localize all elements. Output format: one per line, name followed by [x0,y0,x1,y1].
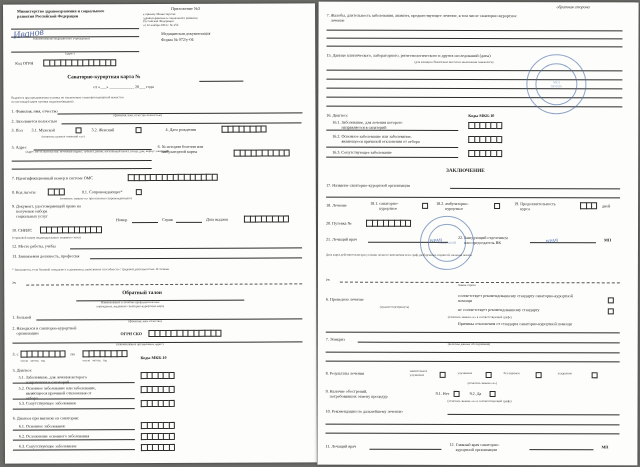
oms-cells[interactable] [128,174,218,181]
field-16-3-label: 16.3. Сопутствующее заболевание [332,149,392,155]
sex-male-checkbox[interactable] [76,127,82,133]
result-improved-checkbox[interactable] [486,372,492,378]
result-nochange-label: без перемен [503,371,520,376]
field-7-label: 7. Идентификационный номер в системе ОМС [11,175,94,181]
back-field-11-label: 11. Лечащий врач [325,443,357,449]
round-stamp-2: САНАТОРИЙ [420,216,474,270]
result-nochange-checkbox[interactable] [536,372,542,378]
back-field-6-nostd-label: не соответствует рекомендованному стандарту [457,306,540,313]
field-18-2-label: 18.2. амбулаторно- курортное [436,200,469,211]
back-field-9-sub: (отметить знаком «х» в соответствующей графе) [447,398,512,404]
org-subtitle: (наименование медицинского учреждения) [33,36,90,41]
page-title: Санаторно-курортная карта № [67,74,141,81]
validity-note: Дата карта действительна при условии личного заполнения всех граф, разборчивых подписей, наличия печати [325,252,472,257]
field-5-label: 5. Адрес [11,144,27,150]
field-6-label: 6. № истории болезни или амбулаторной карты [157,143,204,154]
cut-line-note: Линия отреза [457,282,476,287]
field-8-sub: (отметить знаком «х» при наличии сопровождающего) [59,196,132,201]
back-field-8-label: 8. Результаты лечения [325,370,364,376]
back-field-6-label: 6. Проведено лечение [325,296,364,302]
field-5-sub: (адрес места жительства: почтовый индекс, субъект, район, населённый пункт, улица, дом, корпус, квартира) [25,148,170,154]
field-16-2-label: 16.2. Основное заболевание или заболевание, являющееся причиной отклонения от отбора [332,133,420,144]
accompanying-checkbox[interactable] [136,189,142,195]
form-number: Форма № 072/у-04 [161,36,194,42]
field-18-1-label: 18.1. санаторно- курортное [370,200,399,211]
field-8-label: 8. Код льготы [11,189,36,195]
standard-match-checkbox[interactable] [608,297,614,303]
back-field-12-label: 12. Главный врач санаторно- курортной организации [449,441,500,452]
field-19-label: 19. Продолжительность курса [514,201,556,211]
field-15-label: 15. Данные клинического, лабораторного, рентгенологического и других исследований (даты) [326,52,491,59]
field-3-label: 3. Пол [11,127,23,133]
field-22-label: 22. Заведующий отделением или председатель ВК [457,234,508,245]
stub-field-2-sub: (наименование организации, адрес) [116,341,164,347]
field-3-1-label: 3.1. Мужской [31,127,55,133]
field-19-unit: дней [602,203,611,209]
stay-to-cells[interactable] [83,350,128,357]
appendix-subtitle: к приказу Министерства здравоохранения и социального развития Российской Федерации от 22 ноября 2004 г. № 256 [143,11,198,27]
stub-field-5-1-label: 5.1. Заболевание, для лечения которого направлялся в санаторий [18,374,87,385]
stub-field-6-2-label: 6.2. Осложнение основного заболевания [18,433,90,439]
org-header: Министерство здравоохранения и социального развития Российской Федерации [17,8,105,19]
mkb-label-right: Коды МКБ-10 [468,112,495,119]
field-9-label: 9. Документ, удостоверяющий право на получение набора социальных услуг [11,203,81,219]
stay-from-cells[interactable] [21,350,66,357]
mp-label-back: МП [601,444,609,450]
field-1-sub: (фамилия, имя, отчество полностью) [113,112,163,118]
back-field-6-sub2: (отметить знаком «х» в соответствующей графе) [447,314,512,320]
result-worse-checkbox[interactable] [592,372,598,378]
back-field-7-sub: (включая данные обследования) [447,341,491,347]
stamp-text-2: ВРАЧ [545,237,559,244]
stub-out-mkb-cells-3[interactable] [141,444,175,451]
scissors-icon: ✂ [12,281,17,287]
stub-field-3-label: 3. с [12,351,19,357]
standard-mismatch-checkbox[interactable] [608,308,614,314]
voucher-number-cells[interactable] [366,220,411,227]
back-field-6-std-label: соответствует рекомендованному стандарту санаторно-курортной помощи [457,292,573,303]
field-16-1-label: 16.1. Заболевание, для лечения которого направляется в санаторий [332,119,403,130]
stub-mkb-cells-2[interactable] [141,386,175,393]
appendix-number: Приложение №3 [171,5,200,11]
ogrn-label: Код ОГРН [15,60,34,66]
sanatorium-treatment-checkbox[interactable] [422,203,428,209]
course-duration-cells[interactable] [580,202,597,209]
notice-text: Выдается при предъявлении путевки по заключению санаторно-курортной комиссии по настоящей карте путевка подлежит(выдана) [11,95,124,104]
mp-label-right: МП [603,237,612,243]
stub-field-1-sub: (фамилия, имя, отчество) [128,318,162,324]
signature-scrawl: Иванов [12,26,45,42]
ogrn-sko-label: ОГРН СКО [120,331,142,337]
field-17-label: 17. Название санаторно-курортной организации [326,182,410,188]
case-history-cells[interactable] [234,149,290,156]
result-worse-label: ухудшение [557,371,572,376]
reverse-side-label: обратная сторона [556,4,590,10]
stub-field-6-label: 6. Диагноз при выписке из санатория: [12,415,79,421]
stub-mkb-cells-1[interactable] [141,372,175,379]
field-18-label: 18. Лечение [326,202,347,208]
mkb-cells-3[interactable] [468,150,502,157]
stub-field-2-label: 2. Находился в санаторно-курортной организации [12,325,77,336]
field-8-1-label: 8.1. Сопровождающее* [81,189,123,195]
exacerbation-no-label: 9.1. Нет [435,390,450,396]
exacerbation-yes-label: 9.2. Да [469,390,482,397]
field-10-sub: (страховой номер индивидуального лицевого счёта) [12,235,81,240]
field-7-jalobi-label: 7. Жалобы, длительность заболевания, анамнез, предшествующее лечение, в том числе санаторно-курортное лечение [326,12,517,23]
conclusion-title: ЗАКЛЮЧЕНИЕ [446,167,485,175]
field-16-label: 16. Диагноз: [326,112,348,118]
stub-subtitle: Наименование и лечебно-профилактическое учреждение, выдавшее санаторно-курортную карту [96,300,165,308]
field-13-label: 13. Занимаемая должность, профессия [12,253,80,259]
result-improved-label: улучшение [457,370,473,375]
field-3-sub: (отметить нужное отметкой «х») [41,134,85,139]
right-page [317,2,638,466]
result-significant-label: значительное улучшение [409,368,428,377]
stub-field-6-1-label: 6.1. Основное заболевание [18,423,66,429]
field-10-label: 10. СНИЛС [11,227,33,233]
back-field-6-reason: Причины отклонения от стандарта санаторно-курортной помощи [457,320,572,327]
field-9-series-label: Серия [161,216,173,222]
field-20-label: 20. Путевка № [326,220,352,226]
ogrn-sko-cells[interactable] [148,330,221,337]
field-12-label: 12. Место работы, учёбы [12,243,56,249]
stub-field-1-label: 1. Больной [12,314,32,320]
footnote: * Заполняется, если бытовой специалист и документы, выполнение способности с трудовой деятельностью. II степени [12,266,170,272]
form-label: Медицинская документация [161,30,211,36]
field-4-label: 4. Дата рождения [165,126,196,132]
field-9-number-label: Номер [115,217,128,223]
sex-female-checkbox[interactable] [136,127,142,133]
mkb-cells-2[interactable] [468,136,502,143]
stub-title: Обратный талон [122,289,162,297]
birthdate-cells[interactable] [222,126,267,133]
benefit-code-cells[interactable] [48,188,65,195]
stay-cells-caption-2: число месяц год [82,358,107,363]
stub-field-6-3-label: 6.3. Сопутствующее заболевание [18,443,77,449]
doc-issue-date-cells[interactable] [244,215,289,222]
snils-cells[interactable] [40,226,102,233]
mkb-cells-1[interactable] [468,122,502,129]
scissors-icon-right: ✂ [325,278,331,284]
stub-field-5-2-label: 5.2. Основное заболевание или заболевание, являющееся причиной отклонения от отбора [18,385,96,401]
field-15-sub: (для женщин обязательно вносятся заключения гинеколога) [414,59,494,65]
back-field-10-label: 10. Рекомендации по дальнейшему лечению [325,408,403,414]
field-9-date-label: Дата выдачи [205,216,228,222]
exacerbation-no-checkbox[interactable] [454,391,460,397]
back-field-9-label: 9. Наличие обострений, потребовавших отмену процедур [325,388,388,399]
field-2-label: 2. Заполняется полностью [11,118,58,124]
stub-field-5-3-label: 5.3. Сопутствующее заболевание [18,400,77,406]
ambulatory-treatment-checkbox[interactable] [494,203,500,209]
stub-mkb-label: Коды МКБ-10 [140,354,167,361]
field-3-2-label: 3.2. Женский [91,127,115,133]
ogrn-cells[interactable] [43,59,116,66]
stamp-text-1: ВРАЧ [429,237,443,244]
left-page [3,3,317,463]
stub-field-5-label: 5. Диагноз: [12,367,33,373]
back-field-7-label: 7. Эпикриз [325,336,345,342]
result-significant-checkbox[interactable] [440,372,446,378]
exacerbation-yes-checkbox[interactable] [490,391,496,397]
stay-cells-caption: число месяц год [20,358,45,363]
field-1-label: 1. Фамилия, имя, отчество [11,108,58,114]
back-field-6-sub: (нужное подчеркнуть) [379,304,410,309]
stub-out-mkb-cells-2[interactable] [141,433,175,440]
stub-out-mkb-cells-1[interactable] [141,422,175,429]
stub-field-3-po: по [70,351,75,357]
stub-mkb-cells-3[interactable] [141,400,175,407]
issue-date-line: от «___» ____________ 20___ года [93,84,154,90]
round-stamp: МЕД ПЕЧАТЬ [526,54,586,114]
field-21-label: 21. Лечащий врач [325,236,357,242]
back-field-8-sub: (отметить знаком «х») [467,380,497,386]
address-label: (адрес) [65,51,75,56]
